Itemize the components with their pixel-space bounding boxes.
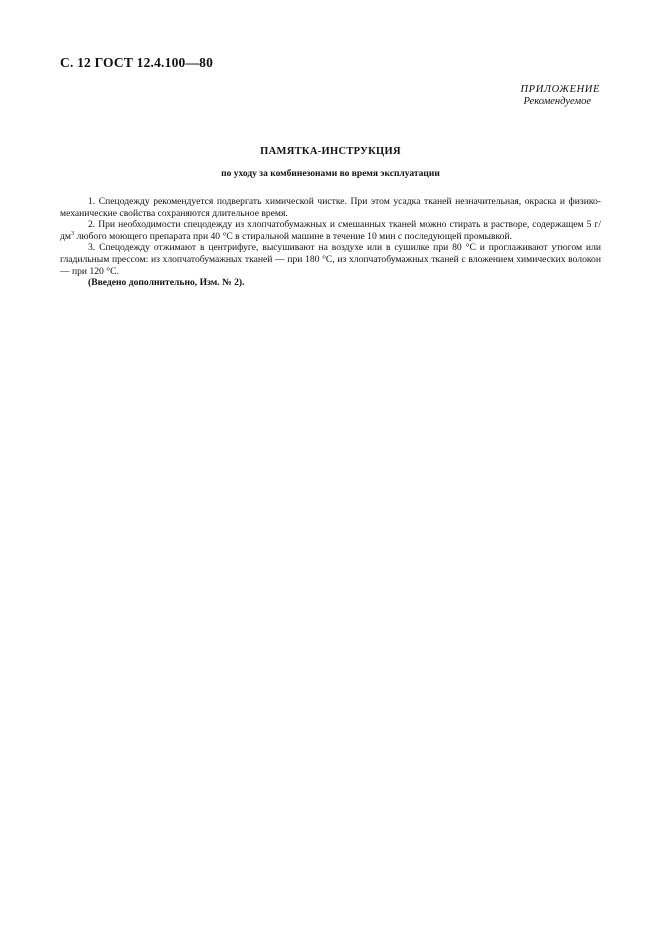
- document-subtitle: по уходу за комбинезонами во время эксплуатации: [221, 169, 440, 179]
- document-title: ПАМЯТКА-ИНСТРУКЦИЯ: [260, 146, 401, 157]
- superscript-3: 3: [70, 229, 75, 237]
- paragraph-2-text-b: любого моющего препарата при 40 °С в стиральной машине в течение 10 мин с последующей промывкой.: [74, 230, 512, 242]
- paragraph-1: 1. Спецодежду рекомендуется подвергать химической чистке. При этом усадка тканей незначительная, окраска и физико-механические свойства сохраняются длительное время.: [60, 196, 601, 219]
- paragraph-2-text-a: 2. При необходимости спецодежду из хлопчатобумажных и смешанных тканей можно стирать в растворе, содержащем 5 г/дм: [60, 219, 601, 242]
- appendix-label: ПРИЛОЖЕНИЕ: [520, 84, 600, 95]
- appendix-status: Рекомендуемое: [523, 96, 591, 107]
- document-body: [60, 196, 601, 289]
- appendix-label-block: [521, 84, 601, 108]
- paragraph-2: [60, 219, 601, 242]
- amendment-note: (Введено дополнительно, Изм. № 2).: [88, 277, 245, 289]
- paragraph-3: 3. Спецодежду отжимают в центрифуге, высушивают на воздухе или в сушилке при 80 °С и проглаживают утюгом или гладильным прессом: из хлопчатобумажных тканей — при 180 °С, из хлопчатобумажных тканей с вложением химических волокон — при 120 °С.: [60, 242, 601, 277]
- page-header: С. 12 ГОСТ 12.4.100—80: [60, 55, 214, 70]
